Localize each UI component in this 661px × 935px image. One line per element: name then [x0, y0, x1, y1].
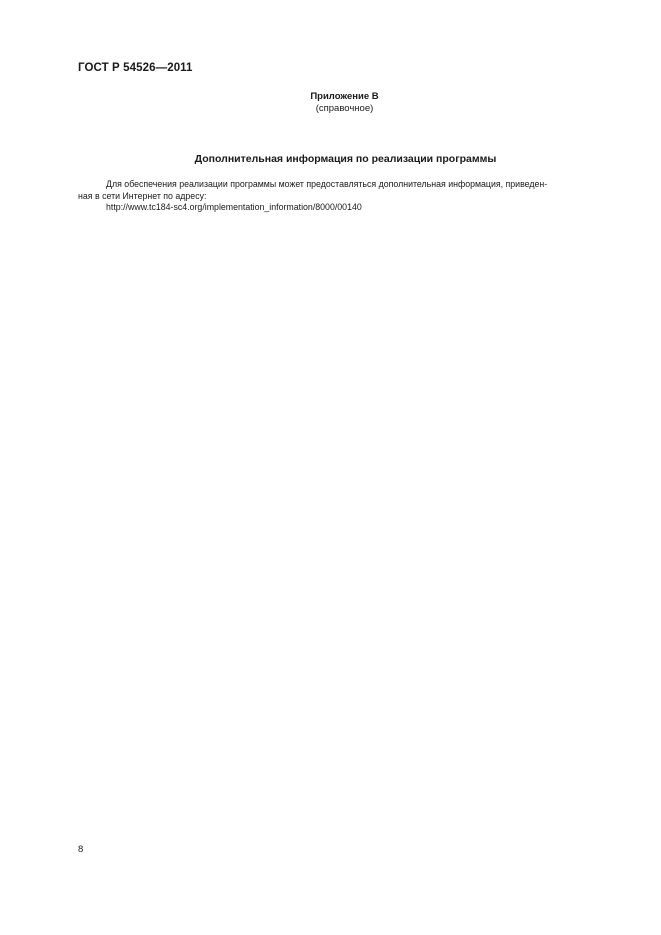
annex-title: Приложение В	[310, 91, 379, 102]
body-text	[78, 179, 615, 214]
section-heading: Дополнительная информация по реализации программы	[194, 153, 497, 165]
body-paragraph	[78, 179, 615, 202]
annex-heading	[0, 91, 661, 115]
body-paragraph-line-2: ная в сети Интернет по адресу:	[78, 190, 207, 201]
annex-status: (справочное)	[315, 103, 374, 114]
reference-url: http://www.tc184-sc4.org/implementation_information/8000/00140	[106, 202, 362, 212]
document-code-header: ГОСТ Р 54526—2011	[78, 62, 193, 74]
page-number: 8	[78, 844, 84, 855]
body-paragraph-line-1: Для обеспечения реализации программы может предоставляться дополнительная информация, приведен-	[106, 179, 548, 189]
